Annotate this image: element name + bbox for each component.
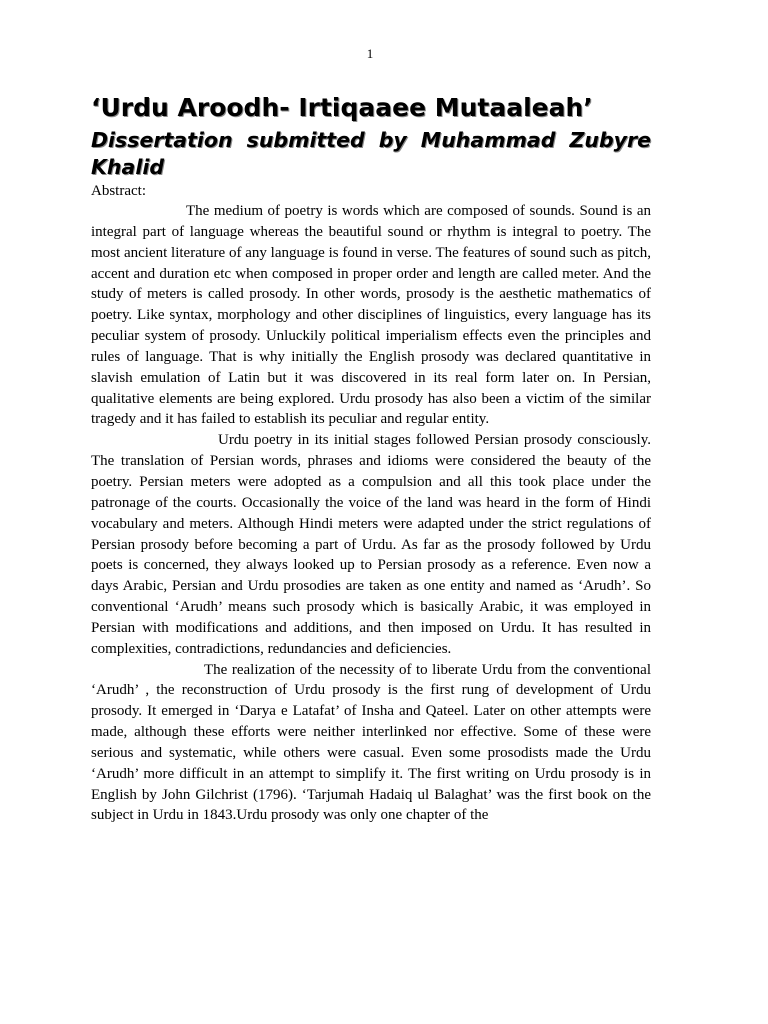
document-body	[91, 92, 651, 826]
abstract-paragraph: The medium of poetry is words which are composed of sounds. Sound is an integral part of language whereas the beautiful sound or rhythm is integral to poetry. The most ancient literature of any language is found in verse. The features of sound such as pitch, accent and duration etc when composed in proper order and length are called meter. And the study of meters is called prosody. In other words, prosody is the aesthetic mathematics of poetry. Like syntax, morphology and other disciplines of linguistics, every language has its peculiar system of prosody. Unluckily political imperialism effects even the principles and rules of language. That is why initially the English prosody was declared quantitative in slavish emulation of Latin but it was discovered in its real form later on. In Persian, qualitative elements are being explored. Urdu prosody has also been a victim of the similar tragedy and it has failed to establish its peculiar and regular entity.	[91, 203, 651, 428]
document-subtitle: Dissertation submitted by Muhammad Zubyre Khalid	[91, 128, 651, 179]
abstract-heading: Abstract:	[91, 183, 146, 199]
abstract-paragraph: Urdu poetry in its initial stages followed Persian prosody consciously. The translation of Persian words, phrases and idioms were considered the beauty of the poetry. Persian meters were adopted as a compulsion and all this took place under the patronage of the courts. Occasionally the voice of the land was heard in the form of Hindi vocabulary and meters. Although Hindi meters were adapted under the strict regulations of Persian prosody before becoming a part of Urdu. As far as the prosody followed by Urdu poets is concerned, they always looked up to Persian prosody as a reference. Even now a days Arabic, Persian and Urdu prosodies are taken as one entity and named as ‘Arudh’. So conventional ‘Arudh’ means such prosody which is basically Arabic, it was employed in Persian with modifications and additions, and then imposed on Urdu. It has resulted in complexities, contradictions, redundancies and deficiencies.	[91, 432, 651, 657]
document-title: ‘Urdu Aroodh- Irtiqaaee Mutaaleah’	[91, 93, 593, 122]
page-number: 1	[366, 46, 374, 61]
abstract-paragraph: The realization of the necessity of to liberate Urdu from the conventional ‘Arudh’ , the reconstruction of Urdu prosody is the first rung of development of Urdu prosody. It emerged in ‘Darya e Latafat’ of Insha and Qateel. Later on other attempts were made, although these efforts were neither interlinked nor effective. Some of these were serious and systematic, while others were casual. Even some prosodists made the Urdu ‘Arudh’ more difficult in an attempt to simplify it. The first writing on Urdu prosody is in English by John Gilchrist (1796). ‘Tarjumah Hadaiq ul Balaghat’ was the first book on the subject in Urdu in 1843.Urdu prosody was only one chapter of the	[91, 661, 651, 824]
